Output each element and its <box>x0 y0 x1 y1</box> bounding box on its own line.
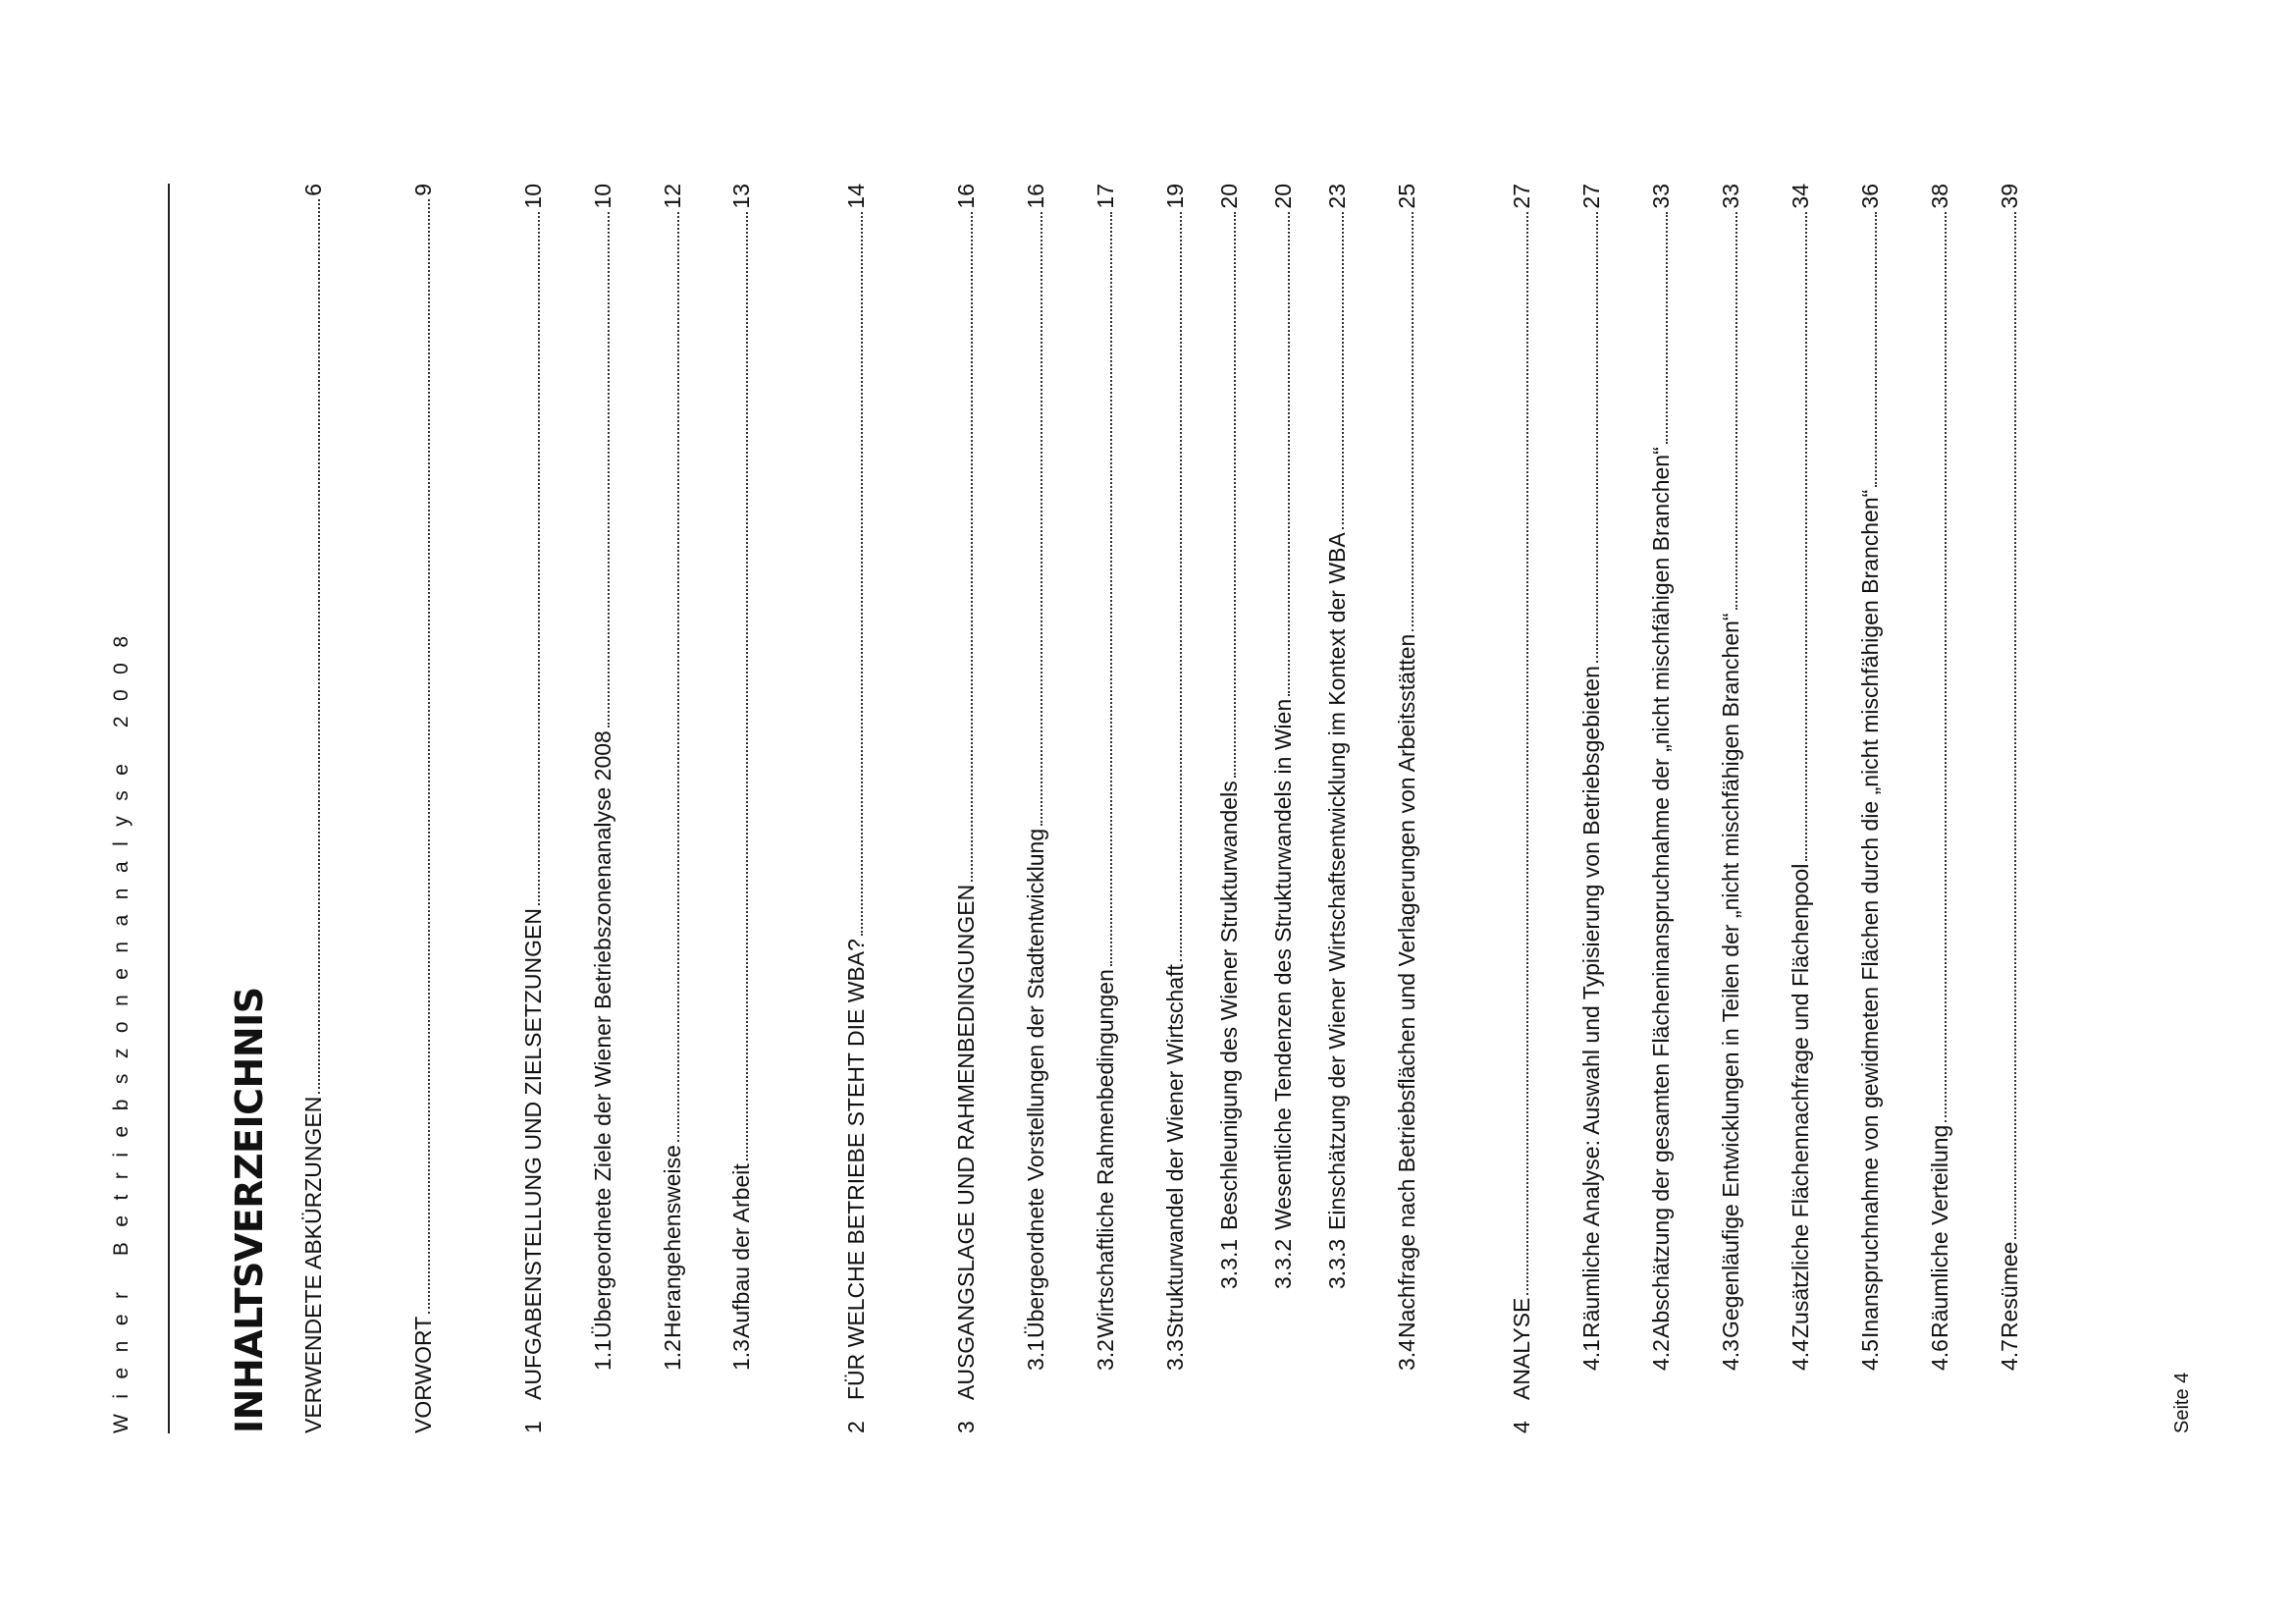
toc-entry[interactable] <box>952 184 980 1433</box>
toc-entry-title: Abschätzung der gesamten Flächeninanspruchnahme der „nicht mischfähigen Branchen“ <box>1648 447 1674 1338</box>
toc-entry-title: AUFGABENSTELLUNG UND ZIELSETZUNGEN <box>520 908 546 1400</box>
toc-entry-page-number: 17 <box>1093 184 1118 209</box>
toc-entry[interactable] <box>842 184 870 1433</box>
toc-entry[interactable] <box>519 184 547 1433</box>
toc-dot-leader <box>1234 212 1236 779</box>
toc-entry[interactable] <box>1215 184 1243 1289</box>
toc-entry-title: VORWORT <box>410 1316 436 1433</box>
toc-entry[interactable] <box>1323 184 1351 1289</box>
toc-entry-page-number: 13 <box>728 184 754 209</box>
toc-entry-title: AUSGANGSLAGE UND RAHMENBEDINGUNGEN <box>953 884 979 1400</box>
toc-entry-number: 4.1 <box>1578 1339 1604 1371</box>
toc-dot-leader <box>746 212 748 1161</box>
toc-entry[interactable] <box>1856 184 1884 1371</box>
toc-entry[interactable] <box>1092 184 1119 1371</box>
toc-dot-leader <box>1945 212 1947 1122</box>
toc-dot-leader <box>2014 212 2016 1239</box>
toc-entry-title: FÜR WELCHE BETRIEBE STEHT DIE WBA? <box>843 939 869 1400</box>
toc-entry-page-number: 16 <box>1023 184 1048 209</box>
toc-entry-number: 3.3 <box>1162 1339 1188 1371</box>
toc-entry-page-number: 39 <box>1997 184 2022 209</box>
toc-entry-page-number: 12 <box>660 184 685 209</box>
page-number-footer: Seite 4 <box>2171 1372 2193 1433</box>
toc-entry-title: Wesentliche Tendenzen des Strukturwandels in Wien <box>1270 698 1296 1230</box>
toc-entry-number: 3.3.2 <box>1270 1238 1296 1289</box>
toc-entry-page-number: 20 <box>1270 184 1296 209</box>
toc-entry-page-number: 20 <box>1216 184 1242 209</box>
toc-entry-title: Inanspruchnahme von gewidmeten Flächen durch die „nicht mischfähigen Branchen“ <box>1857 489 1883 1338</box>
toc-dot-leader <box>538 212 540 905</box>
toc-dot-leader <box>971 212 973 882</box>
toc-entry-number: 1 <box>520 1421 546 1433</box>
toc-entry-number: 1.2 <box>660 1339 685 1371</box>
toc-entry-page-number: 33 <box>1718 184 1743 209</box>
toc-dot-leader <box>1596 212 1598 664</box>
toc-entry[interactable] <box>1787 184 1814 1371</box>
toc-entry-page-number: 27 <box>1509 184 1534 209</box>
toc-entry[interactable] <box>589 184 616 1371</box>
toc-entry[interactable] <box>1508 184 1535 1433</box>
toc-entry-number: 3.1 <box>1023 1339 1048 1371</box>
page-title: INHALTSVERZEICHNIS <box>228 987 271 1433</box>
toc-entry-number: 4.5 <box>1857 1339 1883 1371</box>
toc-entry-page-number: 34 <box>1788 184 1813 209</box>
toc-entry-number: 3.3.1 <box>1216 1238 1242 1289</box>
toc-entry-number: 3.3.3 <box>1324 1238 1350 1289</box>
toc-entry-page-number: 14 <box>843 184 869 209</box>
toc-entry-title: Einschätzung der Wiener Wirtschaftsentwicklung im Kontext der WBA <box>1324 532 1350 1230</box>
toc-entry-page-number: 6 <box>300 184 326 196</box>
toc-entry-page-number: 16 <box>953 184 979 209</box>
toc-entry[interactable] <box>1717 184 1744 1371</box>
toc-entry[interactable] <box>1577 184 1605 1371</box>
toc-entry-page-number: 36 <box>1857 184 1883 209</box>
toc-entry-page-number: 25 <box>1394 184 1419 209</box>
toc-dot-leader <box>677 212 679 1143</box>
toc-entry-page-number: 27 <box>1578 184 1604 209</box>
toc-entry-number: 4.4 <box>1788 1339 1813 1371</box>
toc-entry-number: 4 <box>1509 1421 1534 1433</box>
toc-entry-title: Übergeordnete Vorstellungen der Stadtentwicklung <box>1023 828 1048 1338</box>
toc-dot-leader <box>1875 212 1877 487</box>
toc-entry-number: 4.6 <box>1927 1339 1952 1371</box>
toc-entry-title: Räumliche Analyse: Auswahl und Typisierung von Betriebsgebieten <box>1578 666 1604 1338</box>
toc-entry-title: Wirtschaftliche Rahmenbedingungen <box>1093 969 1118 1338</box>
toc-entry[interactable] <box>1996 184 2023 1371</box>
toc-entry-page-number: 10 <box>590 184 615 209</box>
toc-entry[interactable] <box>659 184 686 1371</box>
toc-dot-leader <box>1412 212 1414 631</box>
toc-entry-number: 3.2 <box>1093 1339 1118 1371</box>
toc-entry-number: 3.4 <box>1394 1339 1419 1371</box>
toc-entry-page-number: 33 <box>1648 184 1674 209</box>
toc-dot-leader <box>1805 212 1807 861</box>
toc-entry-number: 4.7 <box>1997 1339 2022 1371</box>
toc-entry-title: Gegenläufige Entwicklungen in Teilen der „nicht mischfähigen Branchen“ <box>1718 613 1743 1338</box>
toc-entry-page-number: 19 <box>1162 184 1188 209</box>
toc-entry-number: 2 <box>843 1421 869 1433</box>
toc-entry-title: VERWENDETE ABKÜRZUNGEN <box>300 1096 326 1433</box>
toc-entry[interactable] <box>299 184 327 1433</box>
toc-entry-title: Übergeordnete Ziele der Wiener Betriebszonenanalyse 2008 <box>590 730 615 1338</box>
toc-entry-page-number: 9 <box>410 184 436 196</box>
toc-entry[interactable] <box>1022 184 1049 1371</box>
toc-entry[interactable] <box>1926 184 1953 1371</box>
toc-entry-title: Resümee <box>1997 1241 2022 1338</box>
toc-entry-number: 4.3 <box>1718 1339 1743 1371</box>
toc-dot-leader <box>1526 212 1528 1295</box>
toc-entry-page-number: 38 <box>1927 184 1952 209</box>
toc-entry-title: Aufbau der Arbeit <box>728 1163 754 1338</box>
toc-entry[interactable] <box>1161 184 1189 1371</box>
header-rule <box>168 184 170 1433</box>
toc-dot-leader <box>861 212 863 937</box>
toc-dot-leader <box>1110 212 1112 967</box>
toc-dot-leader <box>1735 212 1737 611</box>
toc-dot-leader <box>1041 212 1042 826</box>
toc-entry-number: 3 <box>953 1421 979 1433</box>
toc-entry-number: 4.2 <box>1648 1339 1674 1371</box>
toc-entry[interactable] <box>409 184 437 1433</box>
toc-entry-title: Zusätzliche Flächennachfrage und Flächenpool <box>1788 863 1813 1338</box>
toc-entry-number: 1.1 <box>590 1339 615 1371</box>
toc-entry-title: ANALYSE <box>1509 1297 1534 1400</box>
toc-entry-title: Nachfrage nach Betriebsflächen und Verlagerungen von Arbeitsstätten <box>1394 633 1419 1338</box>
toc-dot-leader <box>428 199 430 1314</box>
toc-entry[interactable] <box>1647 184 1675 1371</box>
toc-dot-leader <box>1666 212 1668 445</box>
toc-entry-page-number: 23 <box>1324 184 1350 209</box>
toc-dot-leader <box>1288 212 1290 696</box>
toc-entry[interactable] <box>727 184 755 1371</box>
toc-entry-title: Strukturwandel der Wiener Wirtschaft <box>1162 964 1188 1338</box>
toc-entry-title: Herangehensweise <box>660 1145 685 1338</box>
toc-entry-page-number: 10 <box>520 184 546 209</box>
toc-entry-number: 1.3 <box>728 1339 754 1371</box>
toc-entry[interactable] <box>1269 184 1297 1289</box>
toc-entry[interactable] <box>1393 184 1420 1371</box>
toc-dot-leader <box>1342 212 1344 530</box>
toc-dot-leader <box>608 212 610 728</box>
toc-dot-leader <box>318 199 320 1094</box>
toc-entry-title: Beschleunigung des Wiener Strukturwandels <box>1216 781 1242 1230</box>
toc-entry-title: Räumliche Verteilung <box>1927 1124 1952 1338</box>
running-header: Wiener Betriebszonenanalyse 2008 <box>110 620 133 1433</box>
toc-dot-leader <box>1180 212 1182 962</box>
